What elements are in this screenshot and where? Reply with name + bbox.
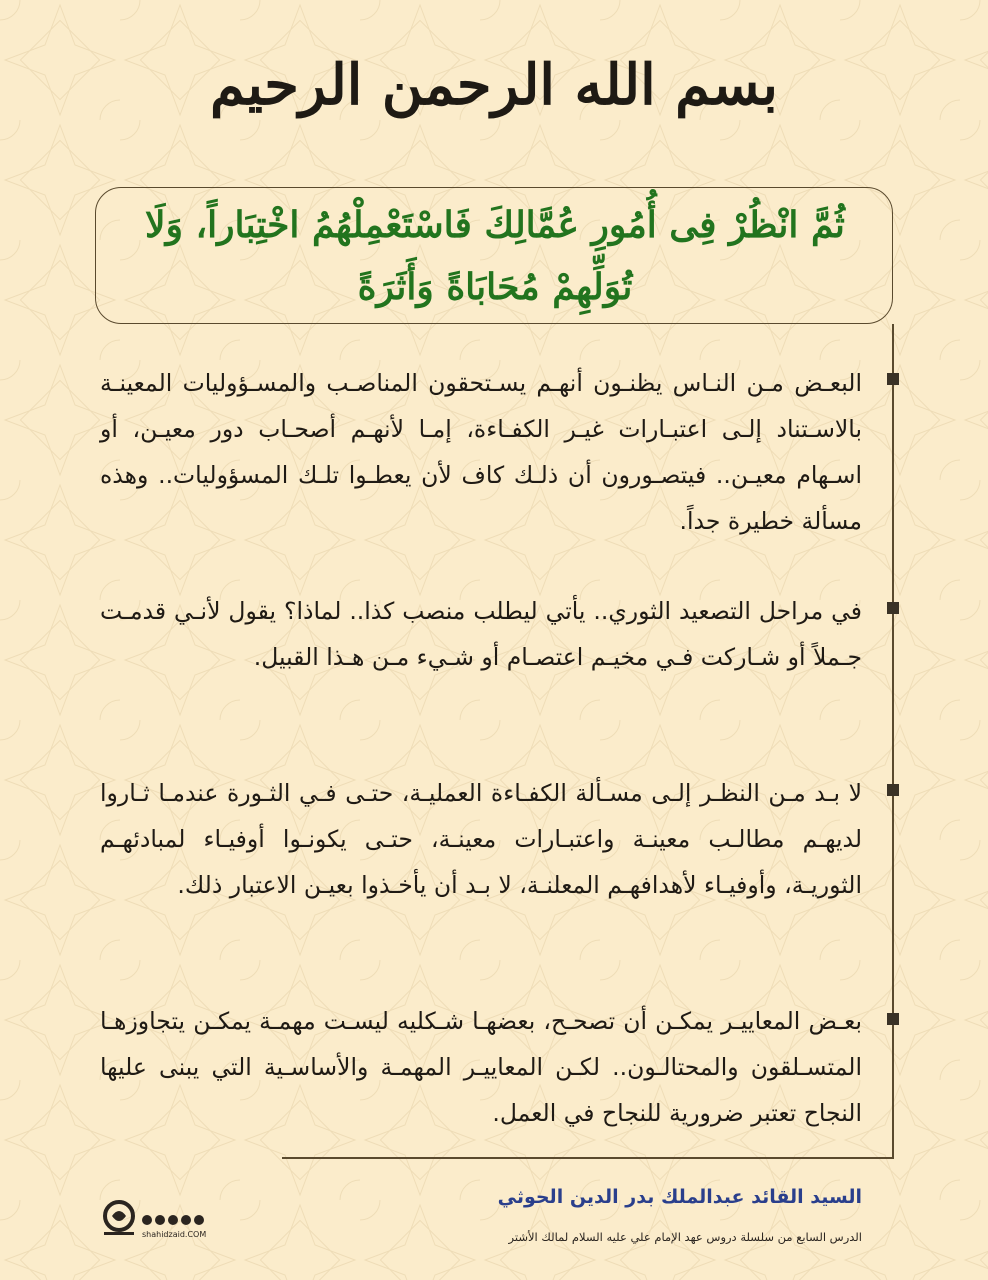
telegram-icon[interactable] [142,1215,152,1225]
bullet-marker [887,373,899,385]
verse-quote [115,194,875,318]
lesson-subtitle: الدرس السابع من سلسلة دروس عهد الإمام علي عليه السلام لمالك الأشتر [508,1230,862,1244]
frame-bottom-line [282,1157,894,1159]
website-link[interactable]: shahidzaid.COM [142,1230,207,1239]
verse-line-2: تُوَلِّهِمْ مُحَابَاةً وَأَثَرَةً [357,266,633,308]
basmala-calligraphy: بسم الله الرحمن الرحيم [210,52,778,118]
frame-side-line [892,324,894,1158]
paragraph-3: لا بـد مـن النظـر إلـى مسـألة الكفـاءة العمليـة، حتـى فـي الثـورة عندمـا ثـاروا لديهـم مطالـب معينـة واعتبـارات معينـة، حتـى يكونـوا أوفيـاء لمبادئهـم الثوريـة، وأوفيـاء لأهدافهـم المعلنـة، لا بـد أن يأخـذوا بعيـن الاعتبار ذلك. [100,779,862,899]
paragraph-4: بعـض المعاييـر يمكـن أن تصحـح، بعضهـا شـكليه ليسـت مهمـة يمكـن يتجاوزهـا المتسـلقون والمحتالـون.. لكـن المعاييـر المهمـة والأساسـية التي يبنى عليها النجاح تعتبر ضرورية للنجاح في العمل. [100,1007,862,1127]
youtube-icon[interactable] [181,1215,191,1225]
facebook-icon[interactable] [155,1215,165,1225]
verse-line-1: ثُمَّ انْظُرْ فِى أُمُورِ عُمَّالِكَ فَاسْتَعْمِلْهُمُ اخْتِبَاراً، وَلَا [145,204,845,246]
shahid-zaid-logo-icon [100,1198,138,1238]
social-icons [142,1215,204,1225]
paragraph-1: البعـض مـن النـاس يظنـون أنهـم يسـتحقون المناصـب والمسـؤوليات المعينـة بالاسـتناد إلـى اعتبـارات غيـر الكفـاءة، إمـا لأنهـم أصحـاب دور معيـن، أو اسـهام معيـن.. فيتصـورون أن ذلـك كاف لأن يعطـوا تلـك المسؤوليات.. وهذه مسألة خطيرة جداً. [100,369,862,535]
bullet-marker [887,784,899,796]
twitter-icon[interactable] [168,1215,178,1225]
bullet-marker [887,602,899,614]
bullet-marker [887,1013,899,1025]
author-name: السيد القائد عبدالملك بدر الدين الحوثي [497,1186,862,1208]
instagram-icon[interactable] [194,1215,204,1225]
paragraph-2: في مراحل التصعيد الثوري.. يأتي ليطلب منصب كذا.. لماذا؟ يقول لأنـي قدمـت جـملاً أو شـاركت فـي مخيـم اعتصـام أو شـيء مـن هـذا القبيل. [100,597,862,671]
